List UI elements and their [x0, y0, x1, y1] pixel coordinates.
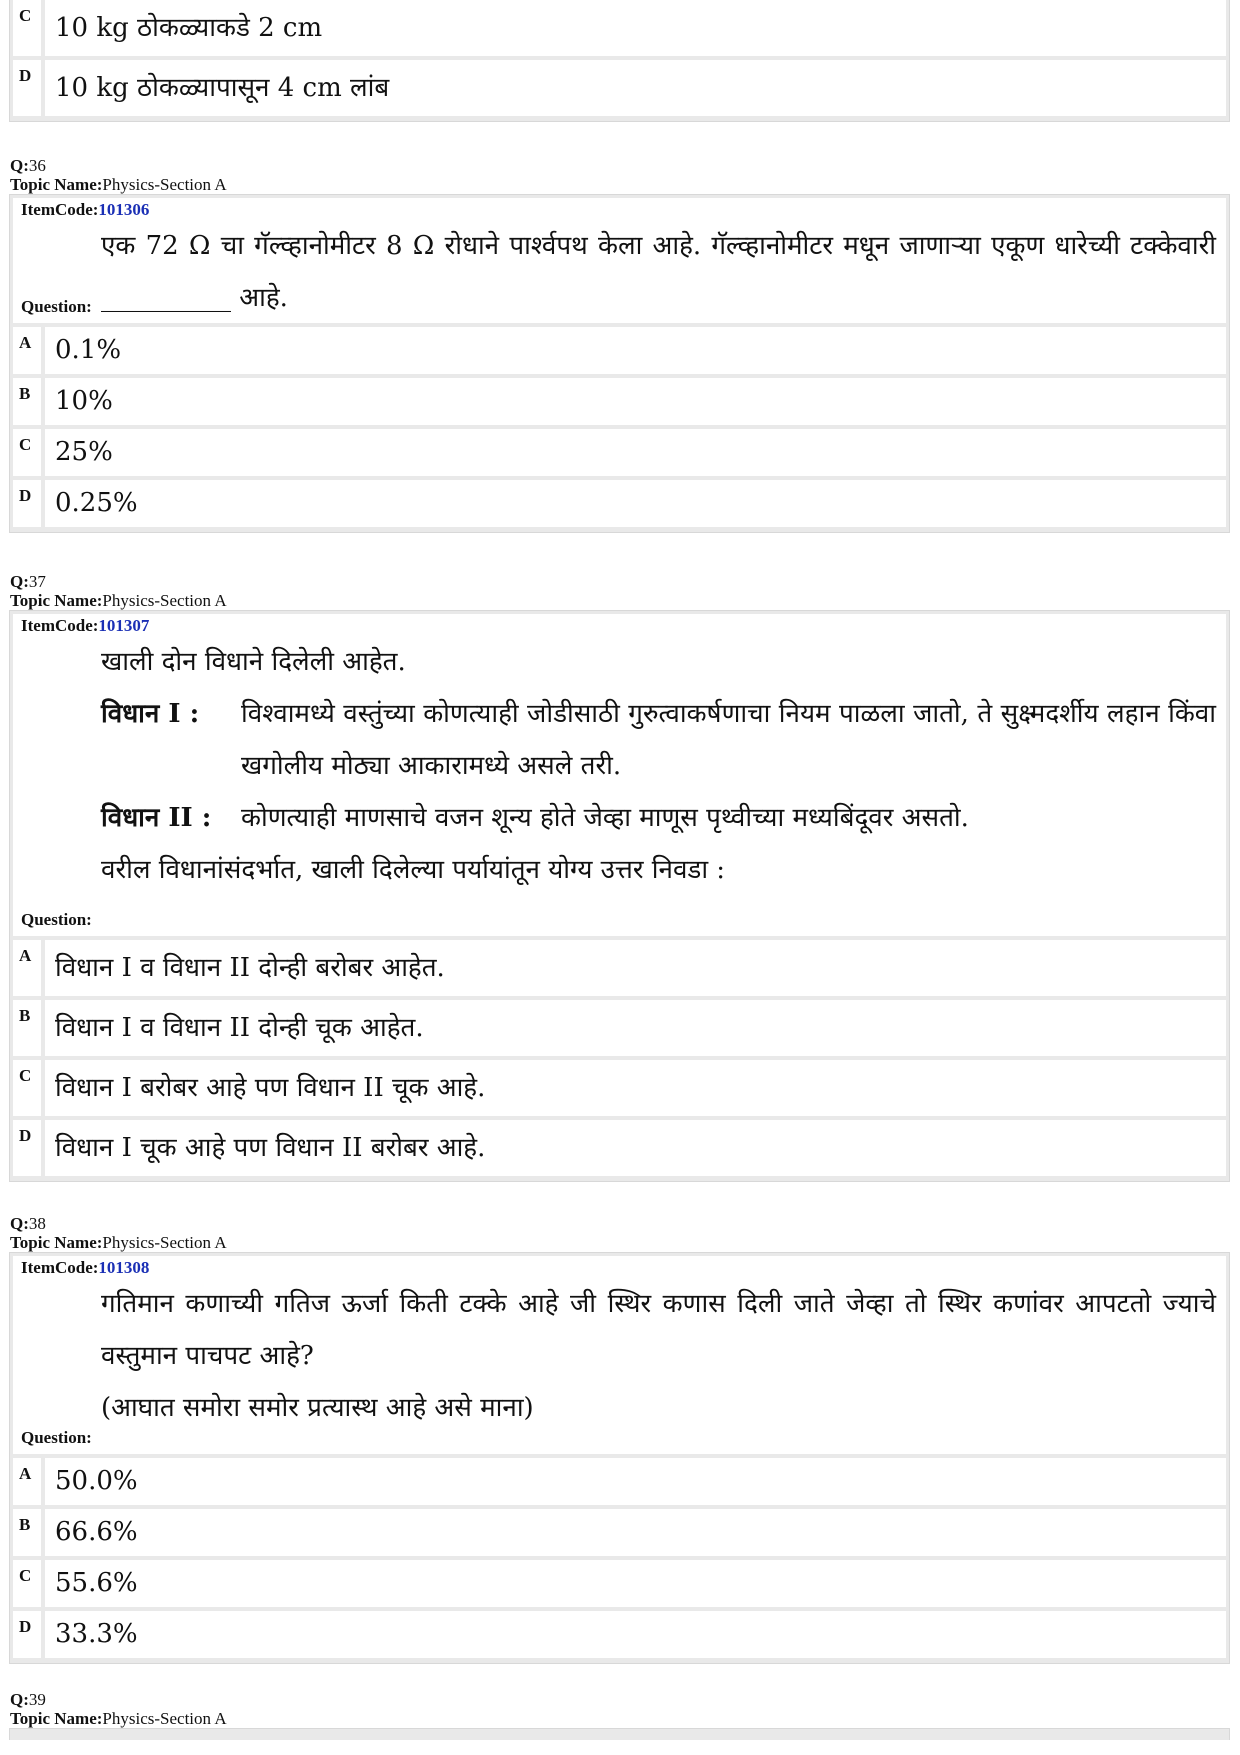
- option-letter: C: [13, 1060, 41, 1116]
- option-row: [13, 1611, 1226, 1658]
- statement-text: कोणत्याही माणसाचे वजन शून्य होते जेव्हा माणूस पृथ्वीच्या मध्यबिंदूवर असतो.: [241, 803, 969, 833]
- item-code: ItemCode:101307: [21, 616, 150, 635]
- option-letter: D: [13, 1120, 41, 1176]
- question-label: Question:: [21, 297, 92, 316]
- option-letter: B: [13, 378, 41, 425]
- option-text: 0.1%: [45, 327, 1226, 374]
- question-note: (आघात समोरा समोर प्रत्यास्थ आहे असे माना): [101, 1393, 534, 1423]
- option-letter: D: [13, 1611, 41, 1658]
- topic-name: Topic Name:Physics-Section A: [10, 591, 227, 610]
- option-row: [13, 1000, 1226, 1056]
- option-letter: A: [13, 327, 41, 374]
- option-text: 33.3%: [45, 1611, 1226, 1658]
- question-label: Question:: [21, 1428, 92, 1447]
- option-row: [13, 1120, 1226, 1176]
- option-row: [13, 327, 1226, 374]
- option-text: विधान I व विधान II दोन्ही बरोबर आहेत.: [45, 940, 1226, 996]
- question-number: Q:39: [10, 1690, 46, 1709]
- option-row: [13, 480, 1226, 527]
- question-cell: [13, 614, 1226, 936]
- option-text: 0.25%: [45, 480, 1226, 527]
- question-cell: [13, 198, 1226, 323]
- option-letter: C: [13, 1560, 41, 1607]
- option-letter: A: [13, 1458, 41, 1505]
- question-box: [9, 1252, 1230, 1664]
- option-text: 10 kg ठोकळ्याकडे 2 cm: [45, 0, 1226, 56]
- question-block-38: [0, 1214, 1240, 1664]
- statement-2: [101, 792, 1216, 844]
- statement-label: विधान I :: [101, 699, 200, 729]
- statement-text: विश्वामध्ये वस्तुंच्या कोणत्याही जोडीसाठी गुरुत्वाकर्षणाचा नियम पाळला जातो, ते सुक्ष्मदर्शीय लहान किंवा खगोलीय मोठ्या आकारामध्ये असले तरी.: [241, 699, 1216, 781]
- option-letter: C: [13, 429, 41, 476]
- option-row: [13, 429, 1226, 476]
- option-letter: A: [13, 940, 41, 996]
- question-box-edge: [9, 1728, 1230, 1740]
- option-letter: B: [13, 1000, 41, 1056]
- question-block-37: [0, 572, 1240, 1182]
- question-text: एक 72 Ω चा गॅल्व्हानोमीटर 8 Ω रोधाने पार्श्वपथ केला आहे. गॅल्व्हानोमीटर मधून जाणाऱ्या एकूण धारेच्यी टक्केवारी __________ आहे.: [101, 231, 1216, 313]
- option-letter: D: [13, 480, 41, 527]
- option-letter: B: [13, 1509, 41, 1556]
- topic-name: Topic Name:Physics-Section A: [10, 1709, 227, 1728]
- statement-1: [101, 688, 1216, 792]
- question-block-36: [0, 156, 1240, 533]
- question-label: Question:: [21, 910, 92, 929]
- option-text: विधान I व विधान II दोन्ही चूक आहेत.: [45, 1000, 1226, 1056]
- option-row: [13, 378, 1226, 425]
- option-text: 66.6%: [45, 1509, 1226, 1556]
- option-row: [13, 1060, 1226, 1116]
- question-block-39: [0, 1690, 1240, 1740]
- option-row: [13, 940, 1226, 996]
- option-row: [13, 1560, 1226, 1607]
- question-cell: [13, 1256, 1226, 1454]
- topic-name: Topic Name:Physics-Section A: [10, 175, 227, 194]
- option-row: [13, 0, 1226, 56]
- item-code: ItemCode:101308: [21, 1258, 150, 1277]
- option-letter: D: [13, 60, 41, 116]
- question-text: गतिमान कणाच्यी गतिज ऊर्जा किती टक्के आहे जी स्थिर कणास दिली जाते जेव्हा तो स्थिर कणांवर आपटतो ज्याचे वस्तुमान पाचपट आहे?: [101, 1289, 1216, 1371]
- question-number: Q:38: [10, 1214, 46, 1233]
- question-number: Q:36: [10, 156, 46, 175]
- item-code: ItemCode:101306: [21, 200, 150, 219]
- option-row: [13, 1458, 1226, 1505]
- question-box: [9, 194, 1230, 533]
- question-box: [9, 610, 1230, 1182]
- option-letter: C: [13, 0, 41, 56]
- option-text: 50.0%: [45, 1458, 1226, 1505]
- option-text: विधान I बरोबर आहे पण विधान II चूक आहे.: [45, 1060, 1226, 1116]
- question-number: Q:37: [10, 572, 46, 591]
- option-text: 10%: [45, 378, 1226, 425]
- question-instruction: वरील विधानांसंदर्भात, खाली दिलेल्या पर्यायांतून योग्य उत्तर निवडा :: [101, 855, 726, 885]
- question-intro: खाली दोन विधाने दिलेली आहेत.: [101, 647, 406, 677]
- option-text: 10 kg ठोकळ्यापासून 4 cm लांब: [45, 60, 1226, 116]
- topic-name: Topic Name:Physics-Section A: [10, 1233, 227, 1252]
- option-text: 55.6%: [45, 1560, 1226, 1607]
- option-text: विधान I चूक आहे पण विधान II बरोबर आहे.: [45, 1120, 1226, 1176]
- option-text: 25%: [45, 429, 1226, 476]
- prev-question-options: [0, 0, 1240, 122]
- option-row: [13, 60, 1226, 116]
- option-row: [13, 1509, 1226, 1556]
- statement-label: विधान II :: [101, 803, 212, 833]
